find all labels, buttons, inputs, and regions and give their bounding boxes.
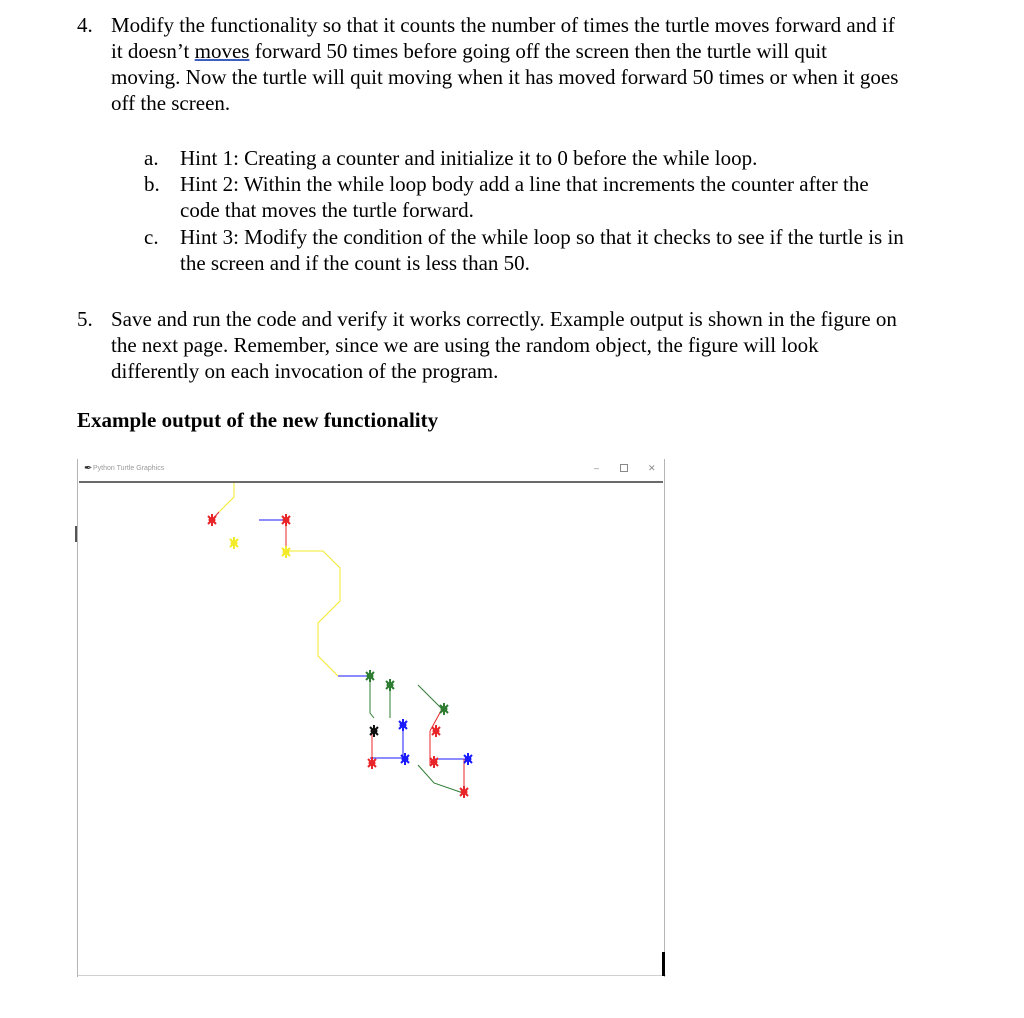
turtle-path-green xyxy=(418,765,463,793)
hint-line: Hint 3: Modify the condition of the while loop so that it checks to see if the turtle is in xyxy=(180,225,904,249)
turtle-yellow xyxy=(282,546,290,558)
hint-line: the screen and if the count is less than 50. xyxy=(180,251,530,275)
turtle-blue xyxy=(399,719,407,731)
close-button[interactable]: ✕ xyxy=(648,463,656,473)
step-5-line: the next page. Remember, since we are using the random object, the figure will look xyxy=(111,333,819,357)
feather-icon: ✒ xyxy=(84,463,93,474)
hint-line: code that moves the turtle forward. xyxy=(180,198,474,222)
turtle-red xyxy=(460,786,468,798)
hint-letter: c. xyxy=(144,225,159,249)
turtle-path-green xyxy=(418,685,442,709)
turtle-markers xyxy=(208,514,472,798)
step-5-text xyxy=(111,306,987,384)
hint-text xyxy=(180,171,980,223)
text-cursor xyxy=(662,952,665,976)
turtle-graphics-window xyxy=(77,459,665,977)
hint-letter: b. xyxy=(144,172,160,196)
step-4-line-4: off the screen. xyxy=(111,91,231,115)
turtle-path-green xyxy=(370,676,374,718)
window-titlebar[interactable] xyxy=(78,459,664,481)
turtle-black xyxy=(370,725,378,737)
step-4-line-2 xyxy=(111,38,987,64)
window-bottom-border xyxy=(78,975,666,976)
turtle-red xyxy=(430,756,438,768)
turtle-red xyxy=(282,514,290,526)
minimize-button[interactable]: – xyxy=(594,463,600,473)
step-number: 4. xyxy=(77,13,93,37)
turtle-blue xyxy=(464,753,472,765)
step-4-line-2-end: forward 50 times before going off the screen then the turtle will quit xyxy=(249,39,827,63)
hint-text xyxy=(180,224,980,276)
step-4-line-3: moving. Now the turtle will quit moving when it has moved forward 50 times or when it goes xyxy=(111,65,899,89)
step-5-line: Save and run the code and verify it works correctly. Example output is shown in the figure on xyxy=(111,307,897,331)
turtle-green xyxy=(440,703,448,715)
hint-text xyxy=(180,145,980,171)
step-4-line-2-start: it doesn’t xyxy=(111,39,195,63)
step-5-line: differently on each invocation of the program. xyxy=(111,359,499,383)
turtle-blue xyxy=(401,753,409,765)
turtle-red xyxy=(432,725,440,737)
turtle-red xyxy=(208,514,216,526)
turtle-canvas xyxy=(78,483,664,975)
hint-line: Hint 1: Creating a counter and initialize it to 0 before the while loop. xyxy=(180,146,758,170)
page-left-marker xyxy=(75,526,77,542)
hint-letter: a. xyxy=(144,146,159,170)
spellcheck-squiggle-word: moves xyxy=(194,39,250,63)
hint-line: Hint 2: Within the while loop body add a line that increments the counter after the xyxy=(180,172,869,196)
turtle-path-yellow xyxy=(286,551,340,676)
step-4-line-1: Modify the functionality so that it counts the number of times the turtle moves forward and if xyxy=(111,13,895,37)
turtle-red xyxy=(368,757,376,769)
step-number: 5. xyxy=(77,307,93,331)
example-heading: Example output of the new functionality xyxy=(77,408,439,432)
window-title: Python Turtle Graphics xyxy=(93,465,165,472)
maximize-button[interactable] xyxy=(620,464,628,472)
turtle-path-yellow xyxy=(219,483,234,512)
step-4-text xyxy=(111,12,987,116)
turtle-paths xyxy=(212,483,464,793)
turtle-green xyxy=(386,679,394,691)
turtle-green xyxy=(366,670,374,682)
turtle-yellow xyxy=(230,537,238,549)
